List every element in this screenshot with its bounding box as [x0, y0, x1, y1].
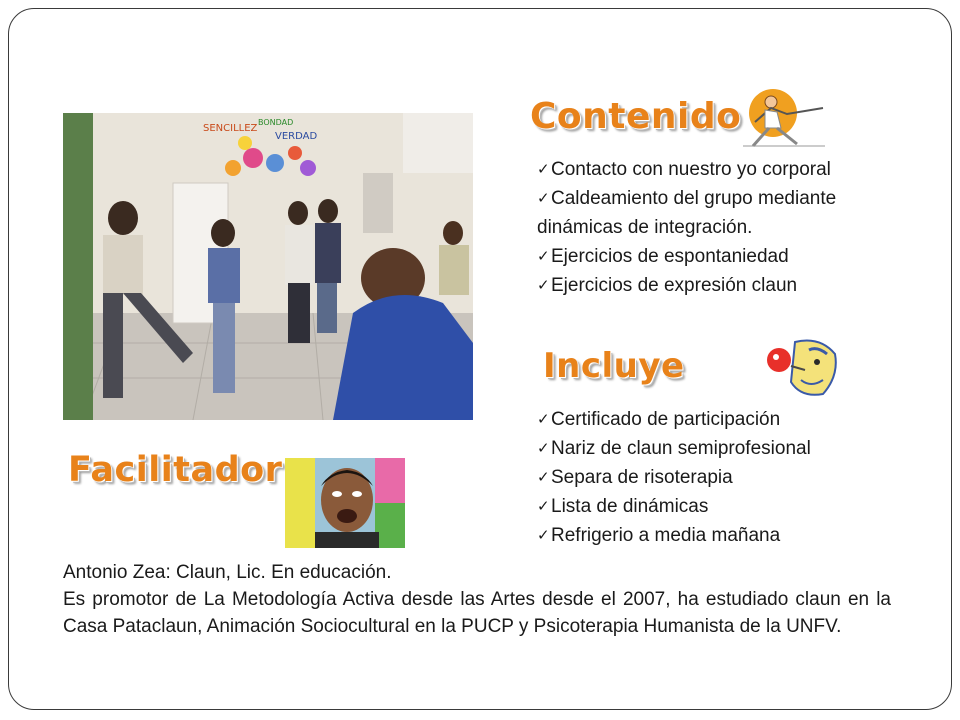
clown-clipart [765, 336, 840, 398]
incluye-list [537, 405, 897, 550]
checkmark-icon: ✓ [537, 277, 550, 294]
group-activity-photo [63, 113, 473, 420]
facilitator-bio [63, 559, 891, 640]
facilitador-heading: Facilitador [68, 450, 283, 490]
checkmark-icon: ✓ [537, 411, 550, 428]
checkmark-icon: ✓ [537, 190, 550, 207]
contenido-item: ✓ Ejercicios de expresión claun [537, 271, 897, 300]
facilitator-portrait [285, 458, 405, 548]
incluye-item: ✓ Refrigerio a media mañana [537, 521, 897, 550]
contenido-heading: Contenido [530, 96, 742, 137]
incluye-item: ✓ Lista de dinámicas [537, 492, 897, 521]
contenido-item-continuation: dinámicas de integración. [537, 217, 753, 238]
checkmark-icon: ✓ [537, 161, 550, 178]
contenido-list [537, 155, 897, 300]
contenido-item: ✓ Contacto con nuestro yo corporal [537, 155, 897, 184]
facilitator-name: Antonio Zea: Claun, Lic. En educación. [63, 562, 392, 583]
incluye-item: ✓ Nariz de claun semiprofesional [537, 434, 897, 463]
photo-sign-bondad: BONDAD [258, 118, 294, 127]
checkmark-icon: ✓ [537, 440, 550, 457]
checkmark-icon: ✓ [537, 527, 550, 544]
incluye-heading: Incluye [543, 346, 685, 386]
incluye-item: ✓ Certificado de participación [537, 405, 897, 434]
facilitator-description: Es promotor de La Metodología Activa desde las Artes desde el 2007, ha estudiado claun en la Casa Pataclaun, Animación Sociocultural en la PUCP y Psicoterapia Humanista de la UNFV. [63, 589, 891, 637]
fencer-clipart [735, 88, 827, 150]
checkmark-icon: ✓ [537, 248, 550, 265]
contenido-item: ✓ Ejercicios de espontaniedad [537, 242, 897, 271]
incluye-item: ✓ Separa de risoterapia [537, 463, 897, 492]
checkmark-icon: ✓ [537, 498, 550, 515]
photo-sign-verdad: VERDAD [275, 131, 318, 142]
photo-sign-sencillez: SENCILLEZ [203, 123, 258, 134]
checkmark-icon: ✓ [537, 469, 550, 486]
contenido-item: ✓ Caldeamiento del grupo mediante [537, 184, 897, 213]
